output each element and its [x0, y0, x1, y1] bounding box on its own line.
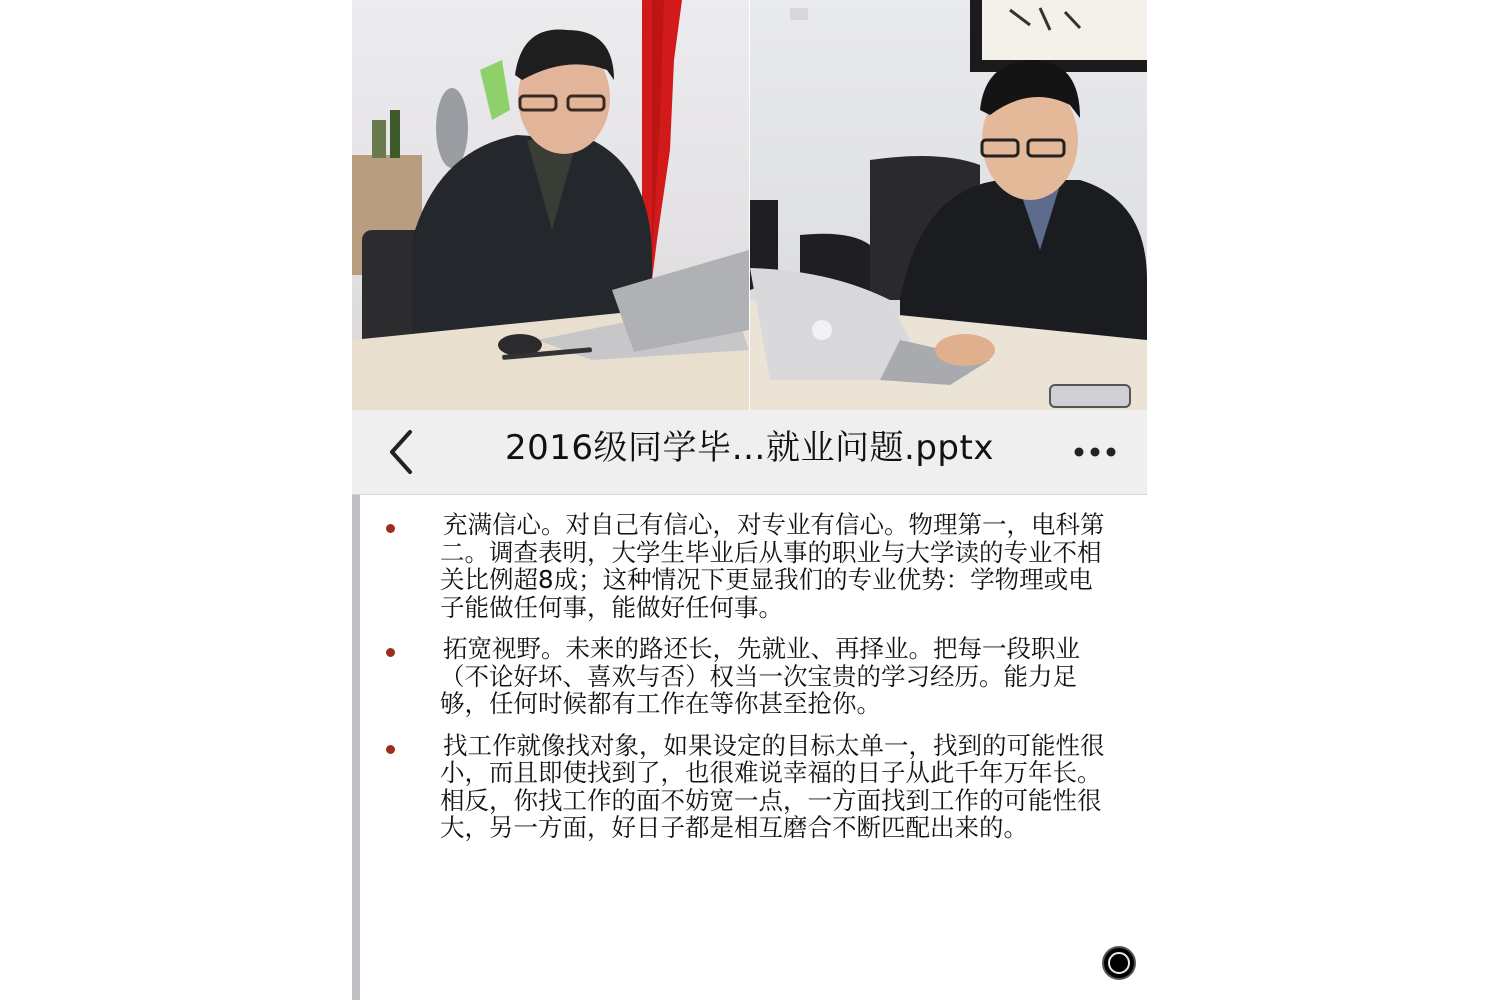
slide-edge [352, 495, 360, 1000]
bullet-text: 拓宽视野。未来的路还长，先就业、再择业。把每一段职业（不论好坏、喜欢与否）权当一次宝贵的学习经历。能力足够，任何时候都有工作在等你甚至抢你。 [440, 634, 1080, 718]
chevron-left-icon[interactable] [382, 428, 422, 476]
photo-left [352, 0, 749, 410]
photo-right [750, 0, 1147, 410]
photo-strip [352, 0, 1147, 410]
floating-record-button[interactable] [1102, 946, 1136, 980]
list-item [382, 635, 1122, 718]
slide-view [352, 495, 1147, 1000]
app-frame [352, 0, 1147, 1000]
bullet-text: 充满信心。对自己有信心，对专业有信心。物理第一，电科第二。调查表明，大学生毕业后从事的职业与大学读的专业不相关比例超8成；这种情况下更显我们的专业优势：学物理或电子能做任何事，能做好任何事。 [440, 510, 1105, 622]
list-item [382, 732, 1122, 842]
bullet-text: 找工作就像找对象，如果设定的目标太单一，找到的可能性很小，而且即使找到了，也很难说幸福的日子从此千年万年长。相反，你找工作的面不妨宽一点，一方面找到工作的可能性很大，另一方面，好日子都是相互磨合不断匹配出来的。 [440, 730, 1105, 842]
nav-bar [352, 410, 1147, 495]
bullet-icon [386, 524, 395, 533]
more-horizontal-icon[interactable] [1073, 438, 1117, 466]
bullet-icon [386, 648, 395, 657]
bullet-list [382, 511, 1122, 856]
list-item [382, 511, 1122, 621]
bullet-icon [386, 745, 395, 754]
document-title: 2016级同学毕…就业问题.pptx [505, 428, 994, 468]
